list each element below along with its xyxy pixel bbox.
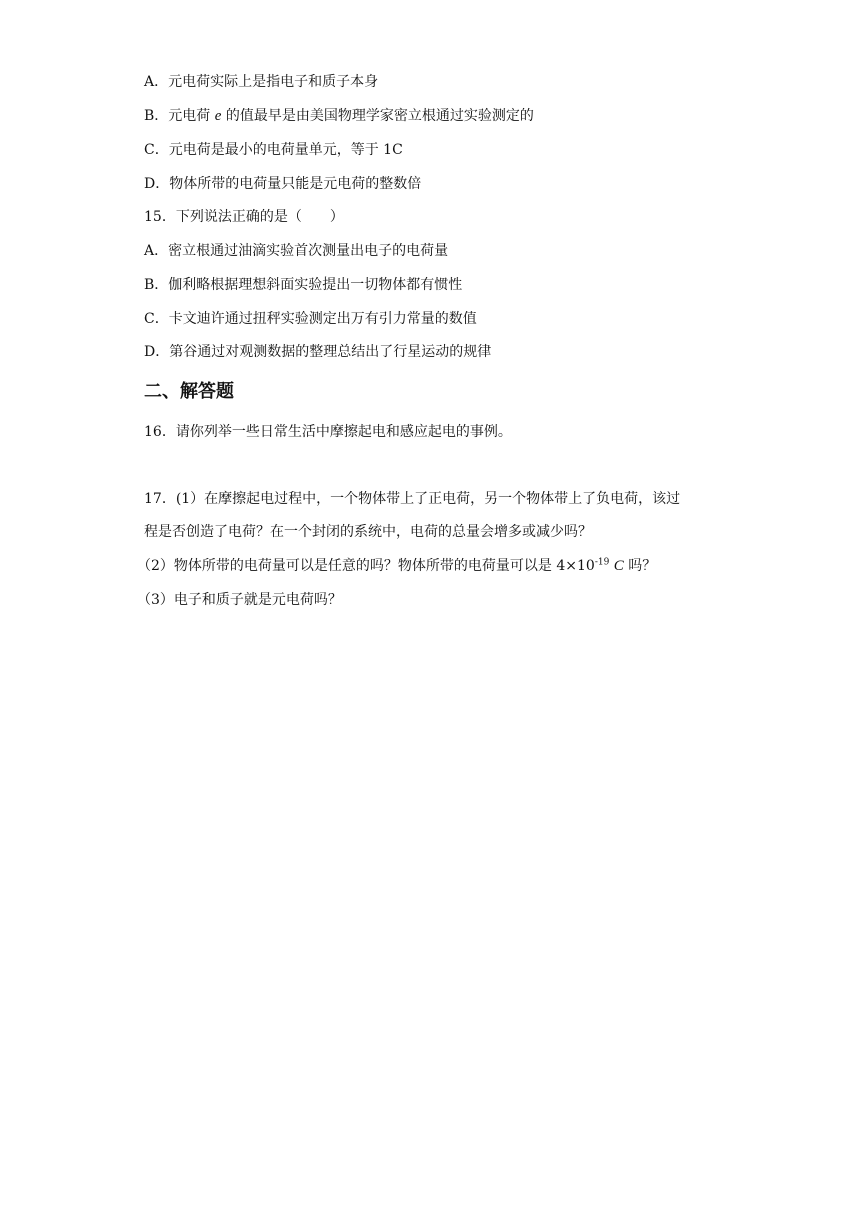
- q17-exponent: -19: [594, 557, 610, 568]
- q15-stem: 15．下列说法正确的是（ ）: [144, 209, 344, 225]
- q14-option-d: D．物体所带的电荷量只能是元电荷的整数倍: [144, 176, 422, 192]
- q17-line-3-post: 吗？: [623, 558, 657, 574]
- q14-option-b: [144, 106, 534, 126]
- q14-option-a: A．元电荷实际上是指电子和质子本身: [144, 74, 379, 90]
- q17-line-4: （3）电子和质子就是元电荷吗？: [137, 592, 342, 608]
- q17-line-3-pre: （2）物体所带的电荷量可以是任意的吗？物体所带的电荷量可以是 4×10: [137, 558, 595, 574]
- section-heading: 二、解答题: [144, 381, 234, 402]
- q15-option-d: D．第谷通过对观测数据的整理总结出了行星运动的规律: [144, 344, 492, 360]
- q15-option-c: C．卡文迪许通过扭秤实验测定出万有引力常量的数值: [144, 311, 477, 327]
- q17-line-3: [137, 556, 656, 576]
- q15-option-b: B．伽利略根据理想斜面实验提出一切物体都有惯性: [144, 277, 463, 293]
- q14-option-b-post: 的值最早是由美国物理学家密立根通过实验测定的: [221, 108, 534, 124]
- q14-option-b-pre: B．元电荷: [144, 108, 215, 124]
- q17-unit-var: C: [613, 558, 624, 574]
- q14-option-b-var: e: [214, 108, 222, 124]
- q17-line-1: 17．(1）在摩擦起电过程中，一个物体带上了正电荷，另一个物体带上了负电荷，该过: [144, 491, 681, 507]
- q17-line-2: 程是否创造了电荷？在一个封闭的系统中，电荷的总量会增多或减少吗？: [144, 524, 592, 540]
- q14-option-c: C．元电荷是最小的电荷量单元，等于 1C: [144, 142, 403, 158]
- q15-option-a: A．密立根通过油滴实验首次测量出电子的电荷量: [144, 243, 449, 259]
- q16-text: 16．请你列举一些日常生活中摩擦起电和感应起电的事例。: [144, 424, 512, 440]
